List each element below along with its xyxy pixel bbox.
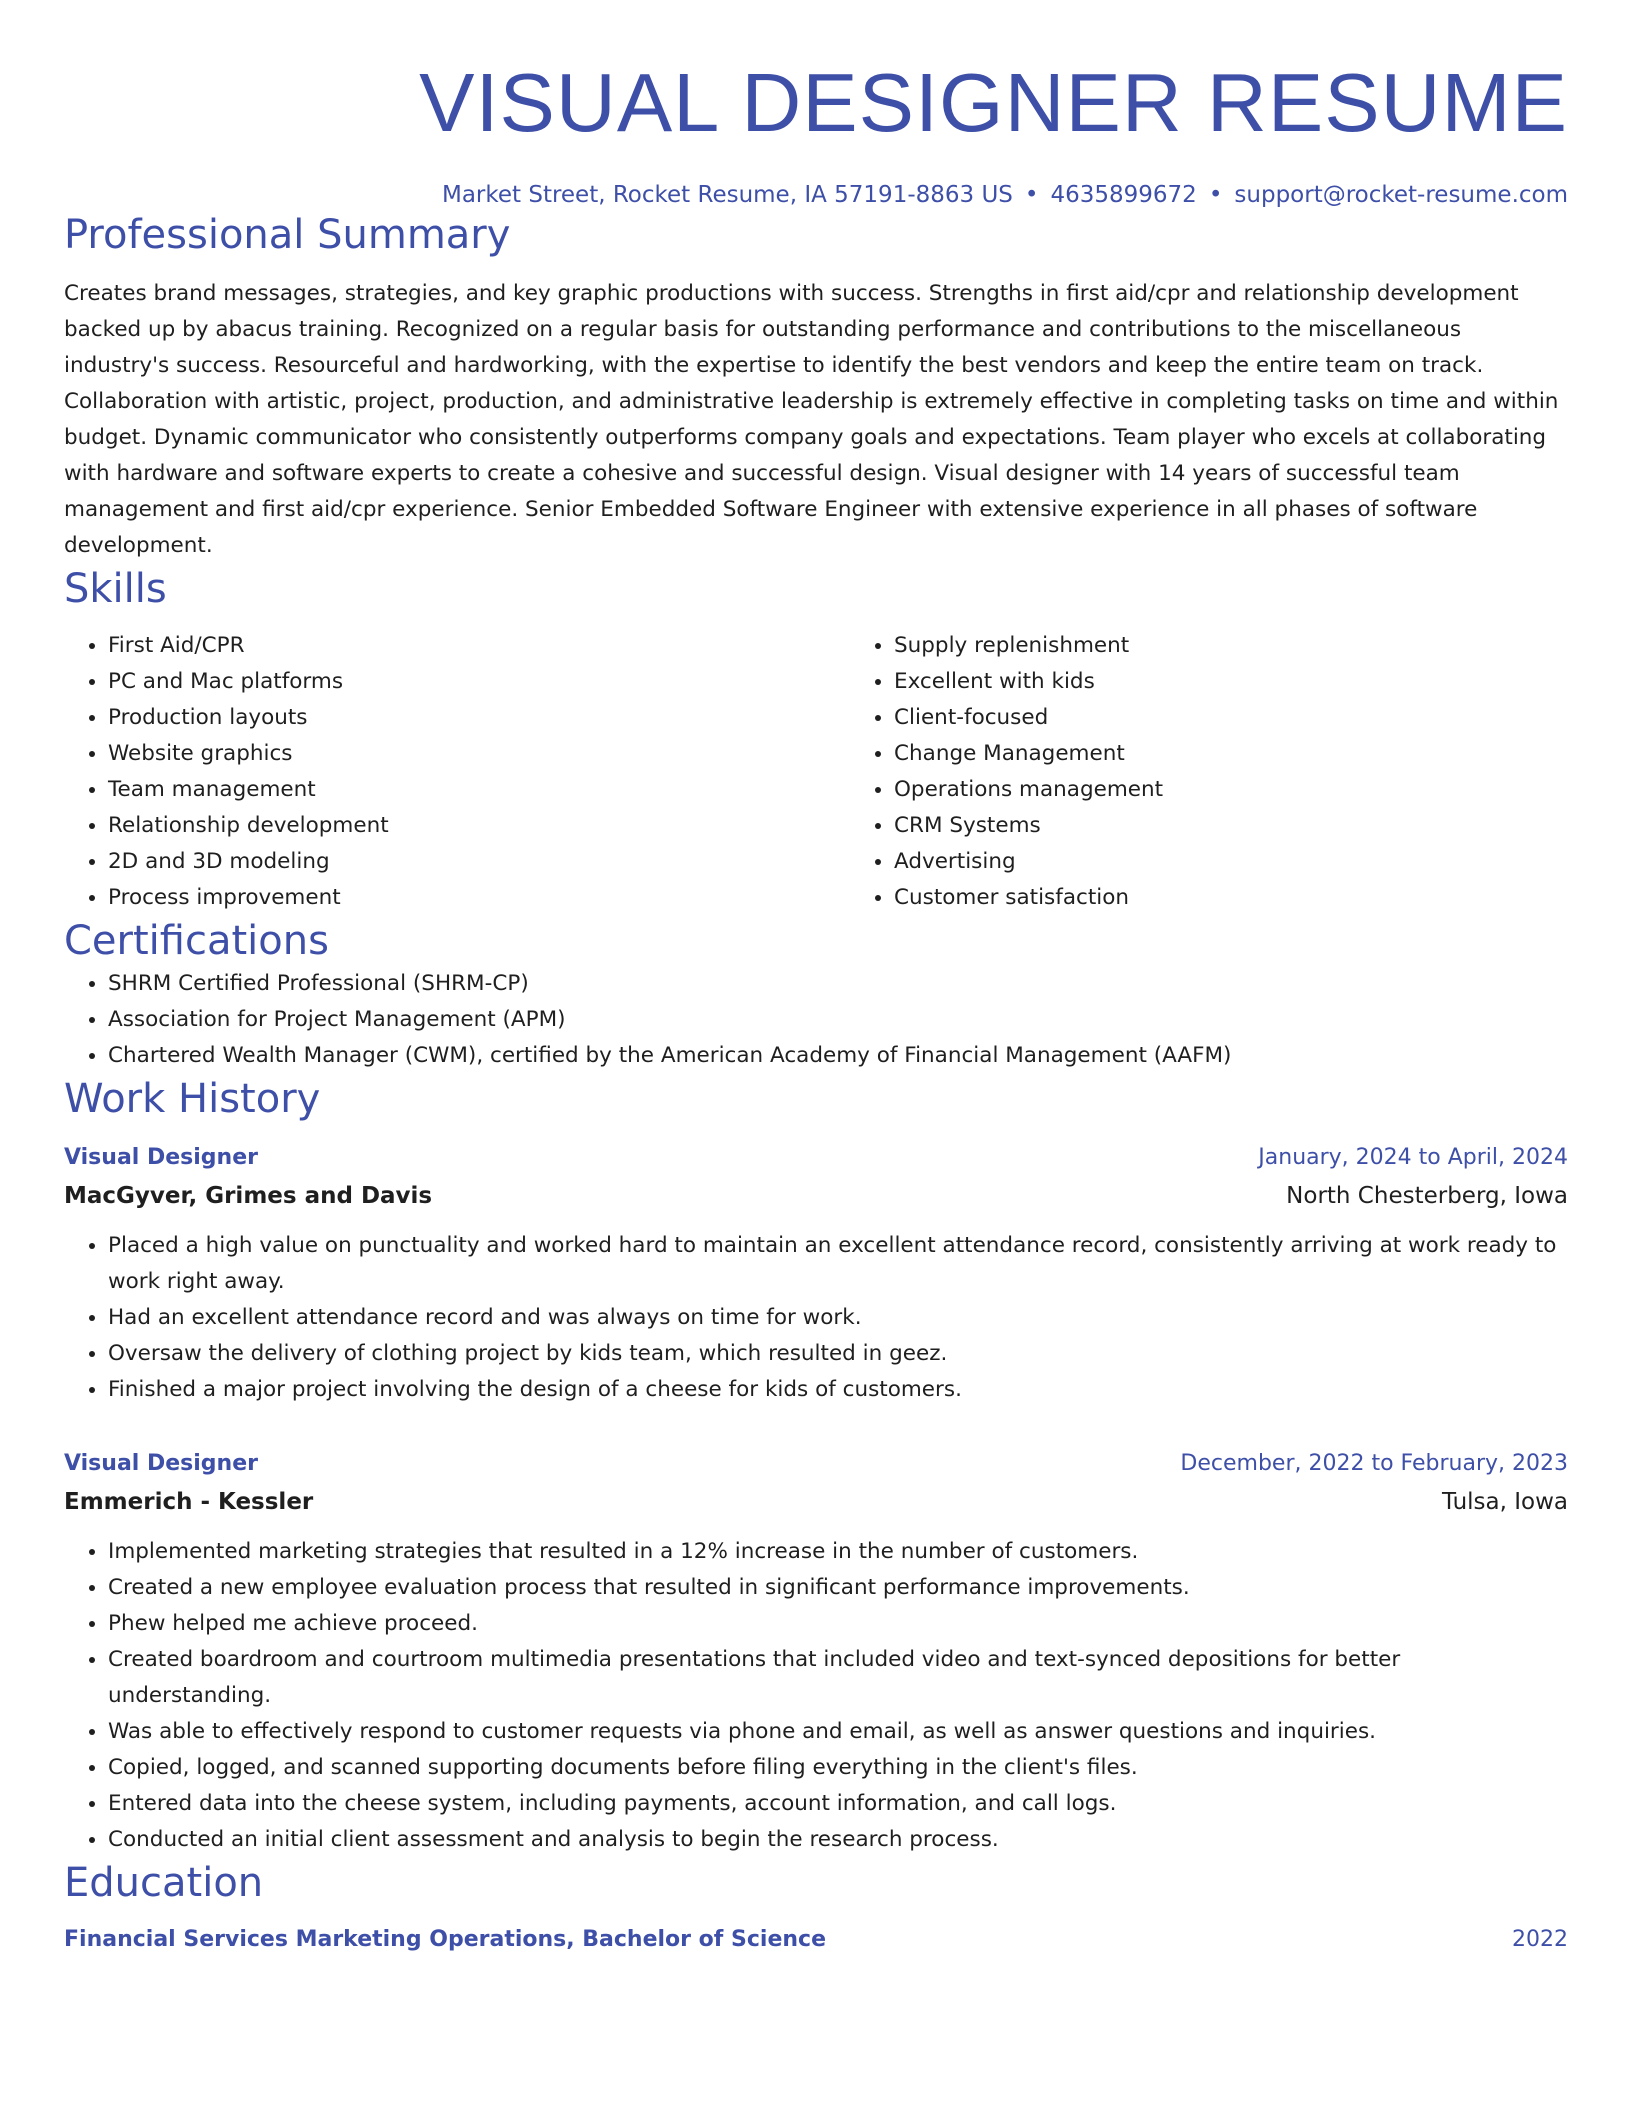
job-entry — [64, 1140, 1568, 1408]
summary-text: Creates brand messages, strategies, and key graphic productions with success. Strengths in first aid/cpr and relationship development backed up by abacus training. Recognized on a regular basis for outstanding performance and contributions to the miscellaneous industry's success. Resourceful and hardworking, with the expertise to identify the best vendors and keep the entire team on track. Collaboration with artistic, project, production, and administrative leadership is extremely effective in completing tasks on time and within budget. Dynamic communicator who consistently outperforms company goals and expectations. Team player who excels at collaborating with hardware and software experts to create a cohesive and successful design. Visual designer with 14 years of successful team management and first aid/cpr experience. Senior Embedded Software Engineer with extensive experience in all phases of software development. — [64, 281, 1559, 558]
certification-item: • SHRM Certified Professional (SHRM-CP) — [108, 966, 1568, 1002]
skill-item: • CRM Systems — [894, 808, 1632, 844]
education-year: 2022 — [1512, 1927, 1568, 1952]
job-bullet: • Created a new employee evaluation process that resulted in significant performance improvements. — [108, 1570, 1568, 1606]
job-header-row — [64, 1446, 1568, 1482]
job-bullet: • Placed a high value on punctuality and worked hard to maintain an excellent attendance record, consistently arriving at work ready to work right away. — [108, 1228, 1568, 1300]
skill-item: • Team management — [108, 772, 850, 808]
skills-columns — [64, 628, 1568, 916]
education-degree: Financial Services Marketing Operations, Bachelor of Science — [64, 1927, 826, 1952]
skill-item: • Change Management — [894, 736, 1632, 772]
skill-item: • Client-focused — [894, 700, 1632, 736]
job-title: Visual Designer — [64, 1451, 258, 1476]
job-title: Visual Designer — [64, 1145, 258, 1170]
skill-item: • First Aid/CPR — [108, 628, 850, 664]
contact-line — [64, 180, 1568, 210]
job-bullet: • Conducted an initial client assessment and analysis to begin the research process. — [108, 1822, 1568, 1858]
certifications-heading: Certifications — [64, 918, 329, 964]
job-header-row — [64, 1140, 1568, 1176]
skill-item: • Advertising — [894, 844, 1632, 880]
job-location: North Chesterberg, Iowa — [1286, 1183, 1568, 1209]
skills-list-left — [64, 628, 850, 916]
skill-item: • Relationship development — [108, 808, 850, 844]
job-location: Tulsa, Iowa — [1442, 1489, 1568, 1515]
job-bullets — [64, 1228, 1568, 1408]
skill-item: • Website graphics — [108, 736, 850, 772]
certification-item: • Chartered Wealth Manager (CWM), certified by the American Academy of Financial Management (AAFM) — [108, 1038, 1568, 1074]
job-bullet: • Copied, logged, and scanned supporting documents before filing everything in the client's files. — [108, 1750, 1568, 1786]
job-company: MacGyver, Grimes and Davis — [64, 1183, 433, 1209]
contact-phone: 4635899672 — [1050, 182, 1197, 208]
job-bullet: • Implemented marketing strategies that resulted in a 12% increase in the number of customers. — [108, 1534, 1568, 1570]
job-dates: December, 2022 to February, 2023 — [1180, 1451, 1568, 1476]
work-history-heading: Work History — [64, 1076, 321, 1122]
skill-item: • Production layouts — [108, 700, 850, 736]
job-bullet: • Phew helped me achieve proceed. — [108, 1606, 1568, 1642]
job-company: Emmerich - Kessler — [64, 1489, 314, 1515]
skills-heading: Skills — [64, 566, 167, 612]
job-bullet: • Was able to effectively respond to customer requests via phone and email, as well as answer questions and inquiries. — [108, 1714, 1568, 1750]
job-entry — [64, 1446, 1568, 1858]
contact-email[interactable]: support@rocket-resume.com — [1234, 182, 1568, 208]
job-bullet: • Created boardroom and courtroom multimedia presentations that included video and text-synced depositions for better understanding. — [108, 1642, 1568, 1714]
resume-page — [64, 0, 1568, 1958]
contact-separator: • — [1024, 182, 1039, 208]
job-bullets — [64, 1534, 1568, 1858]
skill-item: • PC and Mac platforms — [108, 664, 850, 700]
job-dates: January, 2024 to April, 2024 — [1258, 1145, 1568, 1170]
summary-heading: Professional Summary — [64, 212, 511, 258]
skill-item: • Customer satisfaction — [894, 880, 1632, 916]
contact-separator: • — [1208, 182, 1223, 208]
certifications-list — [64, 966, 1568, 1074]
skill-item: • Excellent with kids — [894, 664, 1632, 700]
education-row — [64, 1922, 1568, 1958]
skill-item: • Operations management — [894, 772, 1632, 808]
contact-address: Market Street, Rocket Resume, IA 57191-8863 US — [441, 182, 1013, 208]
job-company-row — [64, 1482, 1568, 1522]
skills-list-right — [850, 628, 1632, 916]
job-bullet: • Oversaw the delivery of clothing project by kids team, which resulted in geez. — [108, 1336, 1568, 1372]
skill-item: • 2D and 3D modeling — [108, 844, 850, 880]
job-bullet: • Entered data into the cheese system, including payments, account information, and call logs. — [108, 1786, 1568, 1822]
resume-title: VISUAL DESIGNER RESUME — [419, 56, 1568, 149]
skill-item: • Supply replenishment — [894, 628, 1632, 664]
skill-item: • Process improvement — [108, 880, 850, 916]
job-company-row — [64, 1176, 1568, 1216]
certification-item: • Association for Project Management (APM) — [108, 1002, 1568, 1038]
education-heading: Education — [64, 1860, 264, 1906]
job-bullet: • Finished a major project involving the design of a cheese for kids of customers. — [108, 1372, 1568, 1408]
job-bullet: • Had an excellent attendance record and was always on time for work. — [108, 1300, 1568, 1336]
